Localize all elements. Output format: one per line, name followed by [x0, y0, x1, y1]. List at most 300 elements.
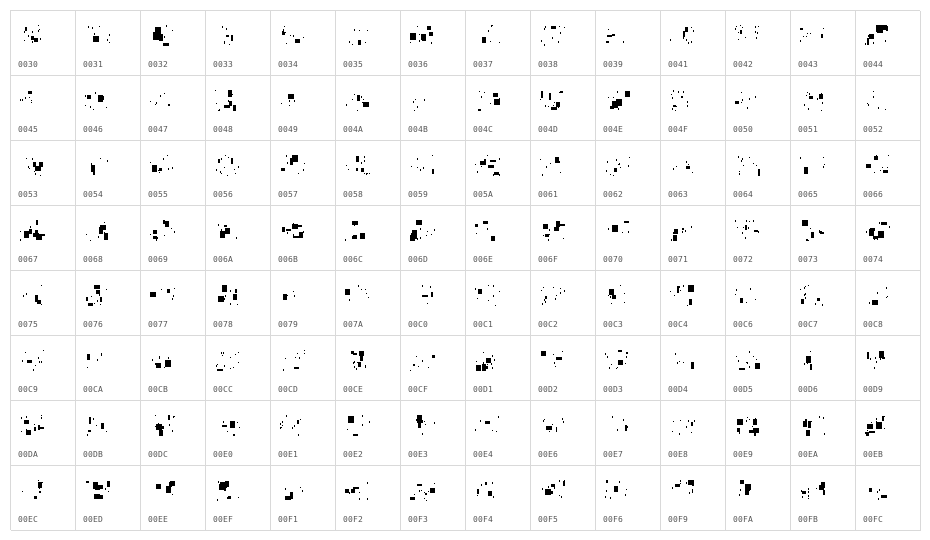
glyph-preview [800, 285, 828, 309]
glyph-cell [206, 466, 271, 531]
glyph-code: 0063 [668, 190, 689, 199]
glyph-code: 0065 [798, 190, 819, 199]
glyph-cell [271, 466, 336, 531]
glyph-cell [596, 11, 661, 76]
glyph-code: 00C1 [473, 320, 494, 329]
glyph-cell [336, 206, 401, 271]
glyph-code: 00CE [343, 385, 364, 394]
glyph-cell [11, 206, 76, 271]
glyph-preview [20, 155, 48, 179]
glyph-cell [206, 76, 271, 141]
glyph-code: 004D [538, 125, 559, 134]
glyph-preview [475, 480, 503, 504]
glyph-preview [865, 220, 893, 244]
glyph-code: 00EA [798, 450, 819, 459]
glyph-preview [800, 415, 828, 439]
glyph-cell [791, 141, 856, 206]
glyph-cell [726, 141, 791, 206]
glyph-cell [791, 336, 856, 401]
glyph-cell [271, 336, 336, 401]
glyph-cell [661, 271, 726, 336]
glyph-code: 00C7 [798, 320, 819, 329]
glyph-preview [215, 350, 243, 374]
glyph-preview [215, 220, 243, 244]
glyph-code: 00D2 [538, 385, 559, 394]
glyph-preview [605, 25, 633, 49]
glyph-cell [336, 11, 401, 76]
glyph-code: 0050 [733, 125, 754, 134]
glyph-code: 0076 [83, 320, 104, 329]
glyph-preview [150, 25, 178, 49]
glyph-preview [735, 220, 763, 244]
glyph-cell [466, 401, 531, 466]
glyph-code: 00C4 [668, 320, 689, 329]
glyph-code: 0047 [148, 125, 169, 134]
glyph-cell [401, 271, 466, 336]
glyph-cell [726, 336, 791, 401]
glyph-cell [141, 271, 206, 336]
glyph-code: 007A [343, 320, 364, 329]
glyph-preview [150, 480, 178, 504]
glyph-cell [791, 11, 856, 76]
glyph-code: 00F4 [473, 515, 494, 524]
glyph-cell [791, 76, 856, 141]
glyph-cell [596, 206, 661, 271]
glyph-cell [76, 141, 141, 206]
glyph-preview [865, 25, 893, 49]
glyph-preview [670, 155, 698, 179]
glyph-code: 0053 [18, 190, 39, 199]
glyph-preview [410, 415, 438, 439]
glyph-code: 0056 [213, 190, 234, 199]
glyph-preview [410, 220, 438, 244]
glyph-cell [791, 271, 856, 336]
glyph-code: 0079 [278, 320, 299, 329]
glyph-code: 006E [473, 255, 494, 264]
glyph-code: 004C [473, 125, 494, 134]
glyph-preview [20, 220, 48, 244]
glyph-cell [76, 206, 141, 271]
glyph-code: 0078 [213, 320, 234, 329]
glyph-preview [280, 285, 308, 309]
glyph-cell [856, 141, 921, 206]
glyph-code: 0043 [798, 60, 819, 69]
glyph-code: 0048 [213, 125, 234, 134]
glyph-preview [20, 415, 48, 439]
glyph-cell [401, 401, 466, 466]
glyph-cell [466, 141, 531, 206]
glyph-code: 0052 [863, 125, 884, 134]
glyph-code: 006A [213, 255, 234, 264]
glyph-code: 00E8 [668, 450, 689, 459]
glyph-code: 00DA [18, 450, 39, 459]
glyph-cell [726, 271, 791, 336]
glyph-preview [735, 90, 763, 114]
glyph-preview [735, 155, 763, 179]
glyph-preview [85, 220, 113, 244]
glyph-cell [596, 466, 661, 531]
glyph-code: 004A [343, 125, 364, 134]
glyph-code: 00CB [148, 385, 169, 394]
glyph-preview [540, 90, 568, 114]
glyph-cell [141, 466, 206, 531]
glyph-code: 00D4 [668, 385, 689, 394]
glyph-preview [150, 350, 178, 374]
glyph-preview [20, 480, 48, 504]
glyph-cell [726, 11, 791, 76]
glyph-preview [475, 25, 503, 49]
glyph-cell [466, 11, 531, 76]
glyph-preview [800, 25, 828, 49]
glyph-cell [206, 336, 271, 401]
glyph-cell [856, 401, 921, 466]
glyph-code: 00C8 [863, 320, 884, 329]
glyph-code: 0046 [83, 125, 104, 134]
glyph-cell [271, 11, 336, 76]
glyph-preview [345, 350, 373, 374]
glyph-preview [85, 480, 113, 504]
glyph-preview [215, 90, 243, 114]
glyph-preview [800, 220, 828, 244]
glyph-cell [271, 206, 336, 271]
glyph-preview [735, 25, 763, 49]
glyph-cell [596, 401, 661, 466]
glyph-code: 0077 [148, 320, 169, 329]
glyph-preview [605, 220, 633, 244]
glyph-preview [735, 415, 763, 439]
glyph-code: 00C3 [603, 320, 624, 329]
glyph-cell [206, 141, 271, 206]
glyph-preview [800, 350, 828, 374]
glyph-code: 0035 [343, 60, 364, 69]
glyph-code: 0061 [538, 190, 559, 199]
glyph-preview [215, 285, 243, 309]
glyph-code: 00EB [863, 450, 884, 459]
glyph-preview [280, 155, 308, 179]
glyph-code: 00DB [83, 450, 104, 459]
glyph-preview [475, 415, 503, 439]
glyph-code: 0045 [18, 125, 39, 134]
glyph-cell [856, 466, 921, 531]
glyph-preview [85, 90, 113, 114]
glyph-preview [605, 350, 633, 374]
glyph-preview [475, 285, 503, 309]
glyph-code: 0034 [278, 60, 299, 69]
glyph-code: 0058 [343, 190, 364, 199]
glyph-cell [271, 76, 336, 141]
glyph-cell [791, 206, 856, 271]
glyph-preview [215, 155, 243, 179]
glyph-cell [726, 466, 791, 531]
glyph-cell [726, 206, 791, 271]
glyph-code: 00FC [863, 515, 884, 524]
glyph-cell [596, 76, 661, 141]
glyph-cell [531, 76, 596, 141]
glyph-preview [150, 285, 178, 309]
glyph-preview [670, 350, 698, 374]
glyph-preview [280, 480, 308, 504]
glyph-preview [670, 220, 698, 244]
glyph-code: 00F5 [538, 515, 559, 524]
glyph-code: 00CC [213, 385, 234, 394]
glyph-preview [85, 155, 113, 179]
glyph-code: 0069 [148, 255, 169, 264]
glyph-preview [150, 220, 178, 244]
glyph-code: 0072 [733, 255, 754, 264]
glyph-cell [661, 401, 726, 466]
glyph-cell [11, 271, 76, 336]
glyph-code: 00E1 [278, 450, 299, 459]
glyph-cell [661, 466, 726, 531]
glyph-code: 00D5 [733, 385, 754, 394]
glyph-code: 00E7 [603, 450, 624, 459]
glyph-cell [531, 141, 596, 206]
glyph-cell [11, 466, 76, 531]
glyph-code: 0030 [18, 60, 39, 69]
glyph-code: 00D3 [603, 385, 624, 394]
glyph-cell [531, 466, 596, 531]
glyph-code: 005A [473, 190, 494, 199]
glyph-preview [865, 155, 893, 179]
glyph-preview [85, 350, 113, 374]
glyph-cell [856, 11, 921, 76]
glyph-code: 0070 [603, 255, 624, 264]
glyph-code: 0036 [408, 60, 429, 69]
glyph-code: 0062 [603, 190, 624, 199]
glyph-preview [865, 350, 893, 374]
glyph-cell [336, 141, 401, 206]
glyph-preview [865, 415, 893, 439]
glyph-code: 0037 [473, 60, 494, 69]
glyph-cell [336, 76, 401, 141]
glyph-preview [410, 155, 438, 179]
glyph-preview [280, 25, 308, 49]
glyph-preview [215, 25, 243, 49]
glyph-cell [336, 466, 401, 531]
glyph-cell [401, 466, 466, 531]
glyph-code: 006F [538, 255, 559, 264]
glyph-cell [791, 466, 856, 531]
glyph-cell [76, 336, 141, 401]
glyph-code: 00FB [798, 515, 819, 524]
glyph-cell [401, 76, 466, 141]
glyph-cell [76, 76, 141, 141]
glyph-preview [540, 155, 568, 179]
glyph-code: 0042 [733, 60, 754, 69]
glyph-preview [410, 285, 438, 309]
glyph-preview [345, 220, 373, 244]
glyph-cell [596, 141, 661, 206]
glyph-preview [345, 90, 373, 114]
glyph-code: 00F3 [408, 515, 429, 524]
glyph-cell [11, 401, 76, 466]
glyph-code: 00E3 [408, 450, 429, 459]
glyph-preview [475, 350, 503, 374]
glyph-cell [141, 401, 206, 466]
glyph-code: 004E [603, 125, 624, 134]
glyph-preview [345, 285, 373, 309]
glyph-code: 0075 [18, 320, 39, 329]
glyph-code: 0044 [863, 60, 884, 69]
glyph-preview [605, 90, 633, 114]
glyph-cell [141, 206, 206, 271]
glyph-code: 0051 [798, 125, 819, 134]
glyph-cell [76, 466, 141, 531]
glyph-cell [401, 11, 466, 76]
glyph-cell [466, 76, 531, 141]
glyph-preview [670, 90, 698, 114]
glyph-cell [141, 76, 206, 141]
glyph-preview [215, 480, 243, 504]
glyph-preview [150, 415, 178, 439]
glyph-code: 00E9 [733, 450, 754, 459]
glyph-cell [76, 11, 141, 76]
glyph-preview [20, 25, 48, 49]
glyph-preview [540, 25, 568, 49]
glyph-preview [215, 415, 243, 439]
glyph-code: 004F [668, 125, 689, 134]
glyph-code: 006B [278, 255, 299, 264]
glyph-cell [141, 141, 206, 206]
glyph-preview [540, 220, 568, 244]
glyph-preview [85, 25, 113, 49]
glyph-preview [540, 480, 568, 504]
glyph-code: 0055 [148, 190, 169, 199]
glyph-preview [735, 350, 763, 374]
glyph-code: 0073 [798, 255, 819, 264]
glyph-cell [76, 401, 141, 466]
glyph-preview [605, 415, 633, 439]
glyph-preview [410, 480, 438, 504]
glyph-cell [11, 76, 76, 141]
glyph-code: 00EE [148, 515, 169, 524]
glyph-code: 0071 [668, 255, 689, 264]
glyph-cell [856, 336, 921, 401]
glyph-cell [206, 401, 271, 466]
glyph-code: 00DC [148, 450, 169, 459]
glyph-code: 00F2 [343, 515, 364, 524]
glyph-preview [345, 155, 373, 179]
glyph-preview [540, 415, 568, 439]
glyph-preview [670, 480, 698, 504]
glyph-cell [726, 76, 791, 141]
glyph-preview [345, 480, 373, 504]
glyph-cell [531, 336, 596, 401]
glyph-cell [271, 401, 336, 466]
glyph-preview [865, 90, 893, 114]
glyph-preview [280, 220, 308, 244]
glyph-preview [280, 415, 308, 439]
glyph-code: 0031 [83, 60, 104, 69]
glyph-code: 00C6 [733, 320, 754, 329]
glyph-preview [540, 350, 568, 374]
glyph-code: 00FA [733, 515, 754, 524]
glyph-cell [11, 141, 76, 206]
glyph-preview [475, 220, 503, 244]
glyph-preview [800, 480, 828, 504]
glyph-cell [271, 271, 336, 336]
glyph-preview [475, 155, 503, 179]
glyph-preview [605, 285, 633, 309]
glyph-cell [661, 11, 726, 76]
glyph-code: 00C9 [18, 385, 39, 394]
glyph-code: 0039 [603, 60, 624, 69]
glyph-code: 004B [408, 125, 429, 134]
glyph-cell [596, 336, 661, 401]
glyph-cell [141, 11, 206, 76]
glyph-preview [345, 415, 373, 439]
glyph-preview [475, 90, 503, 114]
glyph-preview [735, 285, 763, 309]
glyph-code: 00CD [278, 385, 299, 394]
glyph-code: 00E0 [213, 450, 234, 459]
glyph-preview [85, 415, 113, 439]
glyph-cell [141, 336, 206, 401]
glyph-cell [791, 401, 856, 466]
glyph-cell [336, 401, 401, 466]
glyph-cell [271, 141, 336, 206]
glyph-cell [401, 336, 466, 401]
glyph-code: 0033 [213, 60, 234, 69]
glyph-cell [11, 11, 76, 76]
glyph-cell [206, 206, 271, 271]
glyph-code: 00D9 [863, 385, 884, 394]
glyph-code: 00C0 [408, 320, 429, 329]
glyph-grid [10, 10, 920, 530]
glyph-preview [20, 350, 48, 374]
glyph-cell [531, 401, 596, 466]
glyph-preview [865, 285, 893, 309]
glyph-cell [531, 271, 596, 336]
glyph-code: 006D [408, 255, 429, 264]
glyph-cell [336, 271, 401, 336]
glyph-code: 00E2 [343, 450, 364, 459]
glyph-preview [150, 155, 178, 179]
glyph-code: 00F1 [278, 515, 299, 524]
glyph-code: 00EC [18, 515, 39, 524]
glyph-code: 0032 [148, 60, 169, 69]
glyph-preview [670, 25, 698, 49]
glyph-preview [605, 155, 633, 179]
glyph-code: 00E6 [538, 450, 559, 459]
glyph-code: 00D6 [798, 385, 819, 394]
glyph-preview [410, 25, 438, 49]
glyph-code: 0064 [733, 190, 754, 199]
glyph-cell [206, 271, 271, 336]
glyph-preview [410, 350, 438, 374]
glyph-code: 00C2 [538, 320, 559, 329]
glyph-code: 0038 [538, 60, 559, 69]
glyph-cell [336, 336, 401, 401]
glyph-preview [280, 90, 308, 114]
glyph-preview [670, 285, 698, 309]
glyph-cell [401, 141, 466, 206]
glyph-preview [20, 90, 48, 114]
glyph-cell [726, 401, 791, 466]
glyph-preview [865, 480, 893, 504]
glyph-code: 0068 [83, 255, 104, 264]
glyph-cell [661, 206, 726, 271]
glyph-code: 0067 [18, 255, 39, 264]
glyph-code: 0066 [863, 190, 884, 199]
glyph-cell [466, 271, 531, 336]
glyph-code: 006C [343, 255, 364, 264]
glyph-preview [150, 90, 178, 114]
glyph-code: 0074 [863, 255, 884, 264]
glyph-preview [800, 90, 828, 114]
glyph-cell [856, 271, 921, 336]
glyph-code: 0057 [278, 190, 299, 199]
